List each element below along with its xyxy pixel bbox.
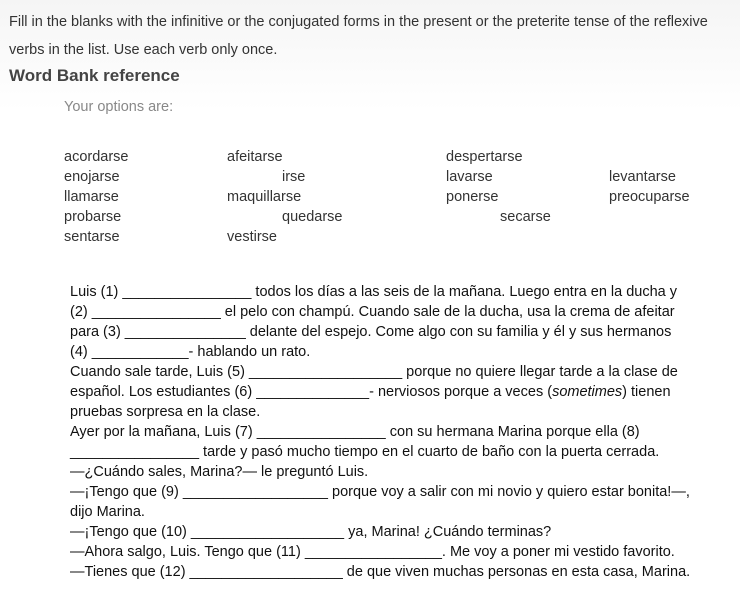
- story-line: Ayer por la mañana, Luis (7) ________________ con su hermana Marina porque ella (8): [70, 424, 640, 440]
- word-bank-verb: preocuparse: [609, 189, 690, 205]
- story-line: —Tienes que (12) ___________________ de que viven muchas personas en esta casa, Marina.: [70, 564, 691, 580]
- story-line: Luis (1) ________________ todos los días a las seis de la mañana. Luego entra en la ducha y: [70, 284, 678, 300]
- options-label: Your options are:: [64, 99, 174, 115]
- story-passage: [70, 282, 730, 582]
- word-bank-title: Word Bank reference: [9, 66, 180, 85]
- word-bank-verb: sentarse: [64, 229, 120, 245]
- word-bank-verb: ponerse: [446, 189, 499, 205]
- story-line: Cuando sale tarde, Luis (5) ___________________ porque no quiere llegar tarde a la clase de: [70, 364, 678, 380]
- word-bank-verb: llamarse: [64, 189, 119, 205]
- story-line: ________________ tarde y pasó mucho tiempo en el cuarto de baño con la puerta cerrada.: [70, 444, 660, 460]
- word-bank-verb: probarse: [64, 209, 122, 225]
- word-bank-verb: acordarse: [64, 149, 129, 165]
- story-line: (2) ________________ el pelo con champú. Cuando sale de la ducha, usa la crema de afeitar: [70, 304, 675, 320]
- word-bank-verb: enojarse: [64, 169, 120, 185]
- story-line: —Ahora salgo, Luis. Tengo que (11) _________________. Me voy a poner mi vestido favorito.: [70, 544, 675, 560]
- word-bank-verb: quedarse: [282, 209, 343, 225]
- word-bank-verb: afeitarse: [227, 149, 283, 165]
- word-bank-verb: maquillarse: [227, 189, 302, 205]
- story-line: pruebas sorpresa en la clase.: [70, 404, 261, 420]
- instructions-text: Fill in the blanks with the infinitive or the conjugated forms in the present or the preterite tense of the reflexive verbs in the list. Use each verb only once.: [9, 14, 708, 58]
- story-line: para (3) _______________ delante del espejo. Come algo con su familia y él y sus hermanos: [70, 324, 672, 340]
- word-bank-verb: irse: [282, 169, 306, 185]
- story-line: —¡Tengo que (9) __________________ porque voy a salir con mi novio y quiero estar bonita!—,: [70, 484, 690, 500]
- story-line: —¿Cuándo sales, Marina?— le preguntó Luis.: [70, 464, 369, 480]
- story-line: dijo Marina.: [70, 504, 145, 520]
- word-bank-verb: vestirse: [227, 229, 277, 245]
- story-line: —¡Tengo que (10) ___________________ ya, Marina! ¿Cuándo terminas?: [70, 524, 552, 540]
- story-line: español. Los estudiantes (6) ______________- nerviosos porque a veces (sometimes) tienen: [70, 384, 671, 400]
- word-bank-verb: despertarse: [446, 149, 523, 165]
- word-bank-verb: secarse: [500, 209, 551, 225]
- story-line: (4) ____________- hablando un rato.: [70, 344, 311, 360]
- word-bank-verb: lavarse: [446, 169, 493, 185]
- word-bank-verb: levantarse: [609, 169, 676, 185]
